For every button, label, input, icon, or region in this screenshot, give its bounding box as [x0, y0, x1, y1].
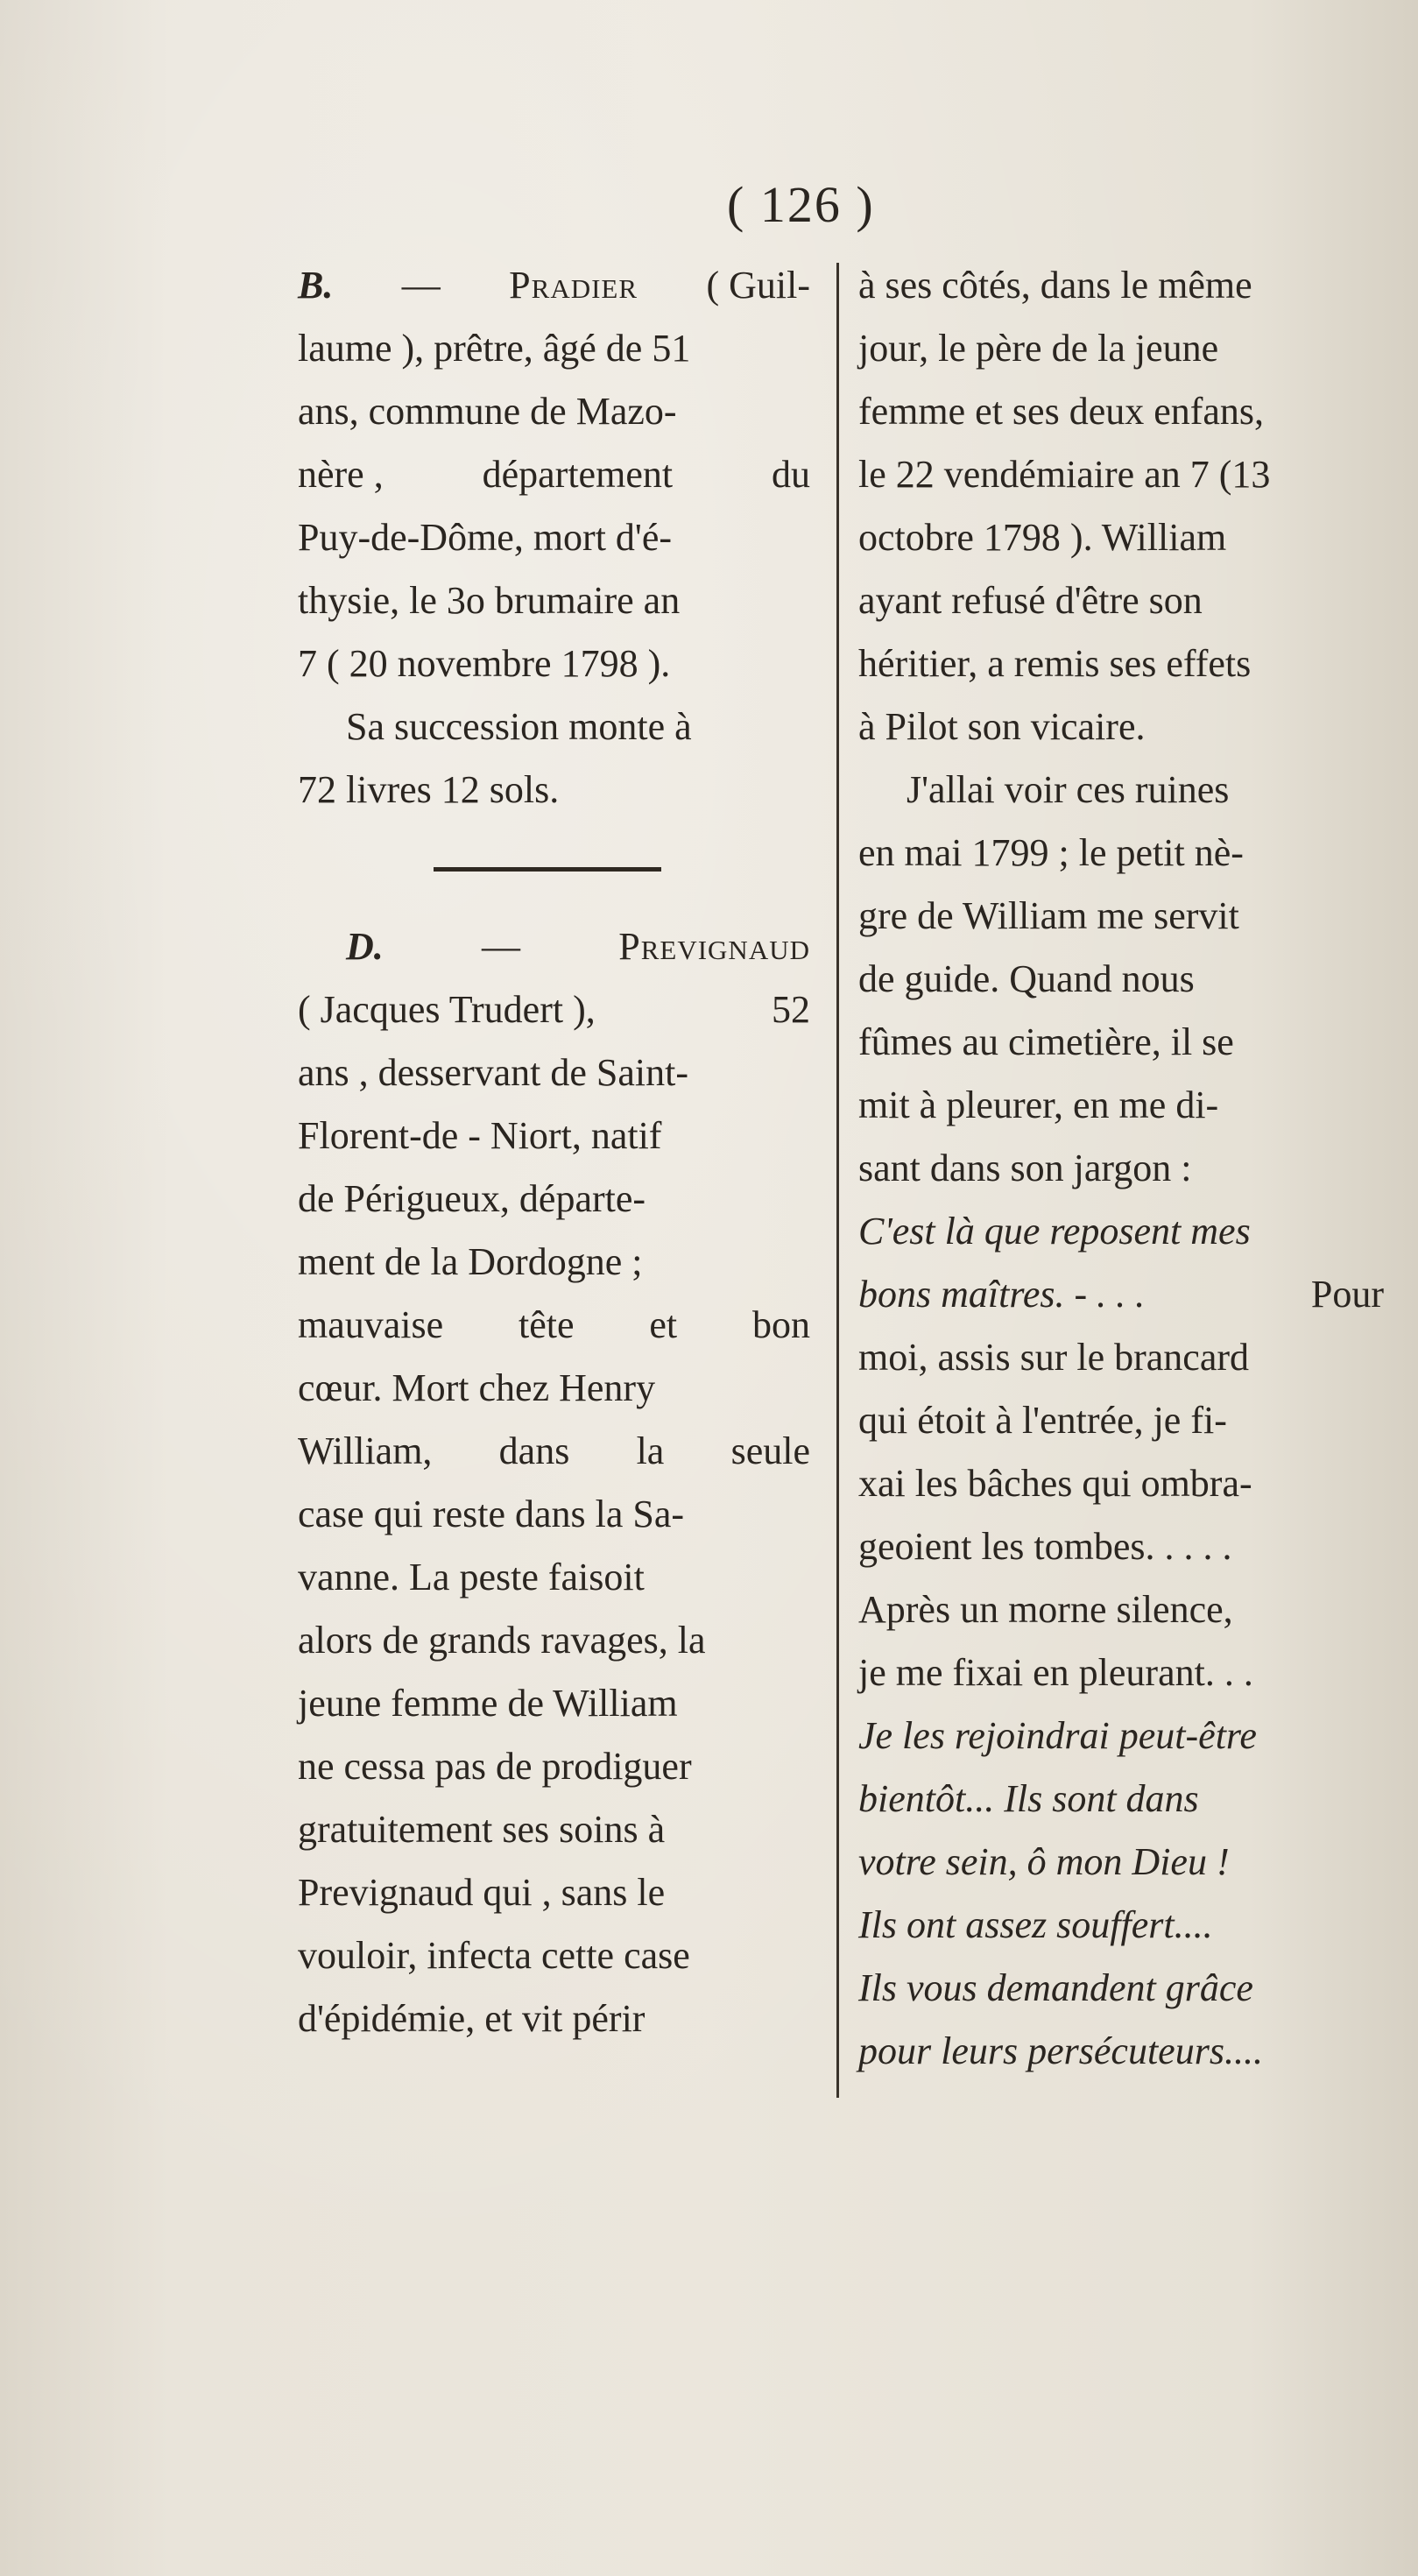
- word: 52: [772, 988, 810, 1031]
- line-text: thysie, le 3o brumaire an: [298, 579, 681, 622]
- text-line: [298, 443, 810, 506]
- text-line: [298, 1546, 810, 1609]
- page-number: ( 126 ): [727, 176, 875, 233]
- text-line: [858, 569, 1384, 632]
- line-text: octobre 1798 ). William: [858, 516, 1227, 559]
- text-line: [858, 1326, 1384, 1389]
- text-line: [858, 1578, 1384, 1641]
- dash: —: [401, 264, 441, 307]
- text-line: [298, 1294, 810, 1357]
- text-line: [858, 2020, 1384, 2083]
- dash: —: [482, 925, 521, 968]
- text-line: [858, 695, 1384, 759]
- text-line: [858, 1768, 1384, 1831]
- text-line: [858, 1011, 1384, 1074]
- text-line: [298, 1483, 810, 1546]
- quote-text: votre sein, ô mon Dieu !: [858, 1840, 1230, 1883]
- word: la: [636, 1429, 665, 1472]
- word: bon: [751, 1303, 810, 1346]
- line-text: jour, le père de la jeune: [858, 327, 1219, 370]
- text-line: [858, 254, 1384, 317]
- text-line: [298, 1609, 810, 1672]
- line-text: à ses côtés, dans le même: [858, 264, 1252, 307]
- line-text: Puy-de-Dôme, mort d'é-: [298, 516, 673, 559]
- text-line: [858, 1137, 1384, 1200]
- line-text: héritier, a remis ses effets: [858, 642, 1252, 685]
- text-line: [858, 632, 1384, 695]
- text-line: [298, 915, 810, 978]
- line-text: ayant refusé d'être son: [858, 579, 1203, 622]
- section-rule: [434, 867, 661, 872]
- column-divider: [836, 263, 839, 2098]
- word: dans: [498, 1429, 570, 1472]
- text-line: [858, 1894, 1384, 1957]
- line-text: Sa succession monte à: [346, 705, 692, 748]
- line-text: 7 ( 20 novembre 1798 ).: [298, 642, 671, 685]
- quote-text: pour leurs persécuteurs....: [858, 2029, 1263, 2072]
- word: Pour: [1310, 1273, 1384, 1316]
- text-line: [858, 380, 1384, 443]
- line-text: femme et ses deux enfans,: [858, 390, 1265, 433]
- word: du: [771, 453, 810, 496]
- text-line: [298, 1041, 810, 1105]
- text-line: [298, 1735, 810, 1798]
- line-text: d'épidémie, et vit périr: [298, 1997, 646, 2040]
- line-text: de Périgueux, départe-: [298, 1177, 646, 1220]
- text-line: [298, 1798, 810, 1861]
- text-line: [858, 885, 1384, 948]
- line-text: geoient les tombes. . . . .: [858, 1525, 1232, 1568]
- text-line: [298, 1672, 810, 1735]
- line-text: ment de la Dordogne ;: [298, 1240, 643, 1283]
- text-line: [298, 317, 810, 380]
- entry-prevignaud: [298, 915, 810, 2050]
- quote-text: Ils ont assez souffert....: [858, 1903, 1213, 1946]
- line-text: cœur. Mort chez Henry: [298, 1366, 656, 1409]
- right-column: [858, 254, 1384, 2083]
- text-line: [858, 1704, 1384, 1768]
- surname: Pradier: [509, 264, 638, 307]
- text-line: [858, 1452, 1384, 1515]
- paragraph-continuation: [858, 254, 1384, 759]
- text-line: [298, 1168, 810, 1231]
- text-line: [858, 506, 1384, 569]
- word: seule: [730, 1429, 810, 1472]
- line-text: 72 livres 12 sols.: [298, 768, 560, 811]
- line-text: ne cessa pas de prodiguer: [298, 1745, 692, 1788]
- line-text: jeune femme de William: [298, 1682, 678, 1725]
- line-text: vanne. La peste faisoit: [298, 1556, 645, 1599]
- quote-text: bientôt... Ils sont dans: [858, 1777, 1199, 1820]
- line-text: gre de William me servit: [858, 894, 1239, 937]
- word: nère ,: [298, 453, 384, 496]
- line-text: ans, commune de Mazo-: [298, 390, 677, 433]
- text-line: [858, 822, 1384, 885]
- entry-pradier: [298, 254, 810, 822]
- text-line: [298, 1987, 810, 2050]
- line-text: sant dans son jargon :: [858, 1147, 1192, 1189]
- line-text: de guide. Quand nous: [858, 957, 1195, 1000]
- text-line: [298, 1231, 810, 1294]
- line-text: Florent-de - Niort, natif: [298, 1114, 662, 1157]
- line-text: moi, assis sur le brancard: [858, 1336, 1249, 1379]
- text-line: [858, 1389, 1384, 1452]
- quote-text: Je les rejoindrai peut-être: [858, 1714, 1257, 1757]
- entry-letter: B.: [298, 264, 334, 307]
- text-line: [858, 1074, 1384, 1137]
- text-line: [858, 1263, 1384, 1326]
- text-line: [298, 632, 810, 695]
- text-line: [858, 1200, 1384, 1263]
- line-text: le 22 vendémiaire an 7 (13: [858, 453, 1271, 496]
- line-text: case qui reste dans la Sa-: [298, 1493, 685, 1535]
- quote-text: C'est là que reposent mes: [858, 1210, 1251, 1253]
- line-text: Prevignaud qui , sans le: [298, 1871, 666, 1914]
- text-line: [298, 978, 810, 1041]
- quote-text: Ils vous demandent grâce: [858, 1966, 1253, 2009]
- line-text: Après un morne silence,: [858, 1588, 1233, 1631]
- text-line: [858, 1831, 1384, 1894]
- text-line: [858, 317, 1384, 380]
- paragraph-visit: [858, 759, 1384, 2083]
- text-line: [858, 1957, 1384, 2020]
- text-line: [858, 948, 1384, 1011]
- line-text: à Pilot son vicaire.: [858, 705, 1146, 748]
- word: et: [649, 1303, 678, 1346]
- line-text: mit à pleurer, en me di-: [858, 1083, 1219, 1126]
- word: mauvaise: [298, 1303, 444, 1346]
- line-text: laume ), prêtre, âgé de 51: [298, 327, 691, 370]
- line-text: J'allai voir ces ruines: [907, 768, 1230, 811]
- line-text: ans , desservant de Saint-: [298, 1051, 688, 1094]
- text-line: [298, 1105, 810, 1168]
- word: ( Jacques Trudert ),: [298, 988, 596, 1031]
- line-text: alors de grands ravages, la: [298, 1619, 706, 1662]
- left-column: [298, 254, 810, 2050]
- surname: Prevignaud: [618, 925, 810, 968]
- text-line: [298, 759, 810, 822]
- line-text: vouloir, infecta cette case: [298, 1934, 690, 1977]
- line-text: xai les bâches qui ombra-: [858, 1462, 1252, 1505]
- text-line: [858, 759, 1384, 822]
- text-line: [298, 506, 810, 569]
- line-text: je me fixai en pleurant. . .: [858, 1651, 1253, 1694]
- text-line: [858, 443, 1384, 506]
- text-line: [298, 695, 810, 759]
- line-text: fûmes au cimetière, il se: [858, 1020, 1234, 1063]
- word: département: [482, 453, 674, 496]
- given-name: ( Guil-: [706, 264, 810, 307]
- text-line: [298, 1420, 810, 1483]
- text-line: [858, 1641, 1384, 1704]
- word: tête: [519, 1303, 575, 1346]
- text-line: [298, 1357, 810, 1420]
- text-line: [298, 254, 810, 317]
- line-text: en mai 1799 ; le petit nè-: [858, 831, 1244, 874]
- quote-text: bons maîtres. - . . .: [858, 1273, 1146, 1316]
- text-line: [298, 1924, 810, 1987]
- line-text: gratuitement ses soins à: [298, 1808, 666, 1851]
- text-line: [298, 380, 810, 443]
- text-line: [298, 1861, 810, 1924]
- line-text: qui étoit à l'entrée, je fi-: [858, 1399, 1227, 1442]
- text-line: [858, 1515, 1384, 1578]
- word: William,: [298, 1429, 433, 1472]
- entry-letter: D.: [346, 925, 384, 968]
- text-line: [298, 569, 810, 632]
